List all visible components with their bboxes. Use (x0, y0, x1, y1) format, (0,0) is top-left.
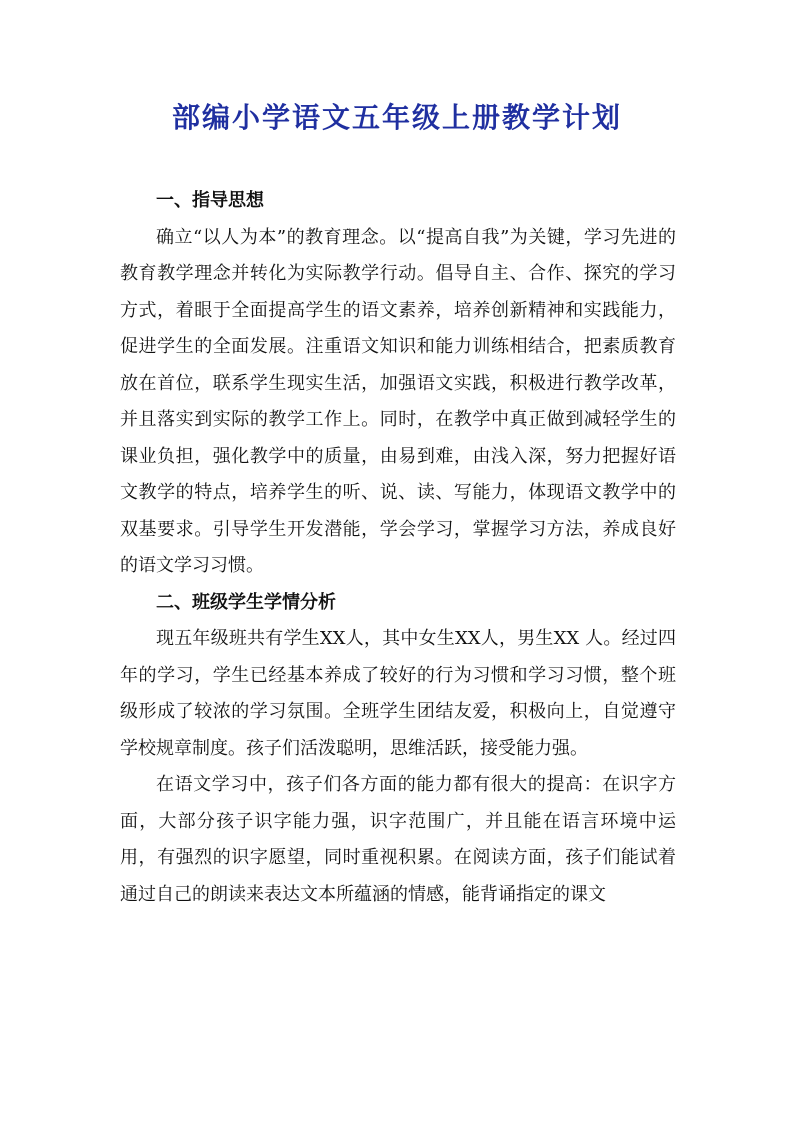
paragraph-guiding-ideology: 确立“以人为本”的教育理念。以“提高自我”为关键，学习先进的教育教学理念并转化为实际教学行动。倡导自主、合作、探究的学习方式，着眼于全面提高学生的语文素养，培养创新精神和实践能力，促进学生的全面发展。注重语文知识和能力训练相结合，把素质教育放在首位，联系学生现实生活，加强语文实践，积极进行教学改革，并且落实到实际的教学工作上。同时，在教学中真正做到减轻学生的课业负担，强化教学中的质量，由易到难，由浅入深，努力把握好语文教学的特点，培养学生的听、说、读、写能力，体现语文教学中的双基要求。引导学生开发潜能，学会学习，掌握学习方法，养成良好的语文学习习惯。 (120, 226, 676, 576)
section-heading-class-analysis: 二、班级学生学情分析 (156, 591, 336, 613)
paragraph-class-overview: 现五年级班共有学生XX人，其中女生XX人，男生XX 人。经过四年的学习，学生已经基本养成了较好的行为习惯和学习习惯，整个班级形成了较浓的学习氛围。全班学生团结友爱，积极向上，自觉遵守学校规章制度。孩子们活泼聪明，思维活跃，接受能力强。 (120, 628, 676, 759)
paragraph-chinese-learning: 在语文学习中，孩子们各方面的能力都有很大的提高：在识字方面，大部分孩子识字能力强，识字范围广，并且能在语言环境中运用，有强烈的识字愿望，同时重视积累。在阅读方面，孩子们能试着通过自己的朗读来表达文本所蕴涵的情感，能背诵指定的课文 (120, 774, 676, 905)
document-title: 部编小学语文五年级上册教学计划 (171, 101, 622, 134)
section-heading-guiding-ideology: 一、指导思想 (156, 190, 264, 211)
document-body (120, 183, 676, 913)
